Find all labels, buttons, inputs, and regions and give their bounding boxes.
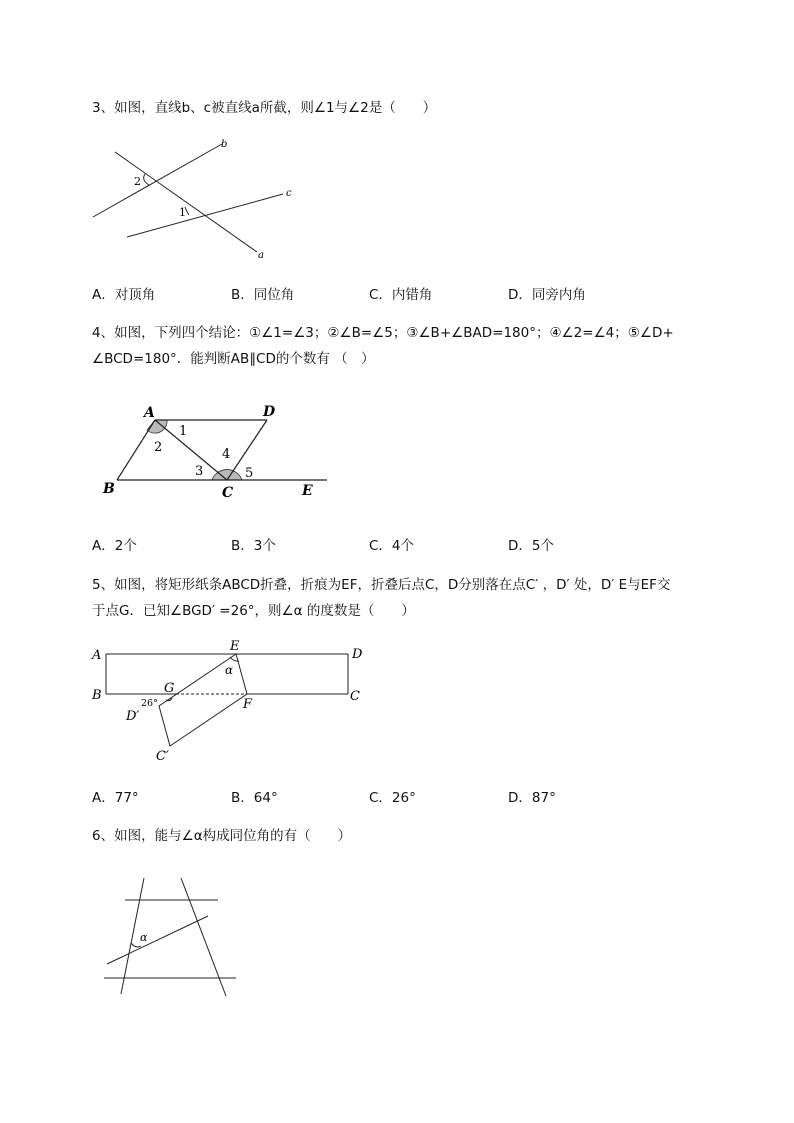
q6-line-oblique [107, 916, 208, 964]
q5-option-b[interactable]: B．64° [231, 790, 278, 806]
q4-label-2: 2 [154, 440, 163, 455]
q5-label-Cprime: C′ [156, 749, 169, 764]
q4-figure [95, 398, 335, 503]
q4-options [92, 534, 692, 554]
q5-label-alpha: α [225, 663, 234, 677]
q3-line-b [93, 144, 222, 217]
q5-folded-flap [159, 654, 247, 746]
q5-label-D: D [352, 647, 363, 662]
q5-label-G: G [164, 681, 175, 696]
q5-stem-line1: 5、如图，将矩形纸条ABCD折叠，折痕为EF，折叠后点C，D分别落在点C′ ，D′ 处，D′ E与EF交 [92, 577, 671, 593]
q4-label-B: B [103, 481, 115, 497]
q5-stem-line2: 于点G．已知∠BGD′ =26°，则∠α 的度数是（ ） [92, 603, 415, 619]
q3-option-d[interactable]: D．同旁内角 [508, 287, 586, 303]
q4-label-C: C [222, 485, 234, 501]
q5-label-26deg: 26° [141, 698, 158, 709]
q4-label-E: E [302, 483, 313, 499]
q5-label-C: C [350, 689, 360, 704]
q4-option-a[interactable]: A．2个 [92, 538, 137, 554]
q3-label-angle2: 2 [134, 175, 141, 188]
q5-label-F: F [243, 697, 253, 712]
q3-figure [85, 132, 315, 267]
q3-option-c[interactable]: C．内错角 [369, 287, 433, 303]
q3-label-a: a [258, 250, 264, 261]
q5-option-a[interactable]: A．77° [92, 790, 139, 806]
q5-options [92, 786, 692, 806]
q4-stem-line1: 4、如图，下列四个结论：①∠1=∠3；②∠B=∠5；③∠B+∠BAD=180°；④∠2=∠4；⑤∠D+ [92, 325, 674, 341]
q4-option-b[interactable]: B．3个 [231, 538, 276, 554]
q4-option-d[interactable]: D．5个 [508, 538, 554, 554]
q5-label-A: A [92, 648, 102, 663]
q3-label-c: c [286, 188, 292, 199]
q5-label-B: B [92, 688, 102, 703]
q5-option-d[interactable]: D．87° [508, 790, 556, 806]
q4-label-D: D [263, 404, 276, 420]
q4-label-1: 1 [179, 424, 188, 439]
q4-option-c[interactable]: C．4个 [369, 538, 415, 554]
q6-label-alpha: α [140, 931, 148, 944]
q3-stem: 3、如图，直线b、c被直线a所截，则∠1与∠2是（ ） [92, 100, 437, 116]
q5-figure [88, 636, 378, 771]
q4-segment-AC [155, 420, 227, 480]
q3-options [92, 283, 692, 303]
q5-label-Dprime: D′ [126, 709, 140, 724]
q5-option-c[interactable]: C．26° [369, 790, 416, 806]
q3-label-angle1: 1 [179, 206, 186, 219]
q3-label-b: b [221, 139, 228, 150]
q3-option-a[interactable]: A．对顶角 [92, 287, 156, 303]
q4-stem-line2: ∠BCD=180°．能判断AB∥CD的个数有 （ ） [92, 351, 375, 367]
q6-figure [100, 872, 245, 1002]
q6-stem: 6、如图，能与∠α构成同位角的有（ ） [92, 828, 352, 844]
q3-option-b[interactable]: B．同位角 [231, 287, 295, 303]
q4-label-3: 3 [195, 464, 204, 479]
q4-segment-AB [117, 420, 155, 480]
q4-label-A: A [144, 405, 155, 421]
q3-line-a [115, 152, 257, 252]
q5-label-E: E [230, 639, 240, 654]
q4-label-5: 5 [245, 466, 254, 481]
q4-label-4: 4 [222, 447, 231, 462]
